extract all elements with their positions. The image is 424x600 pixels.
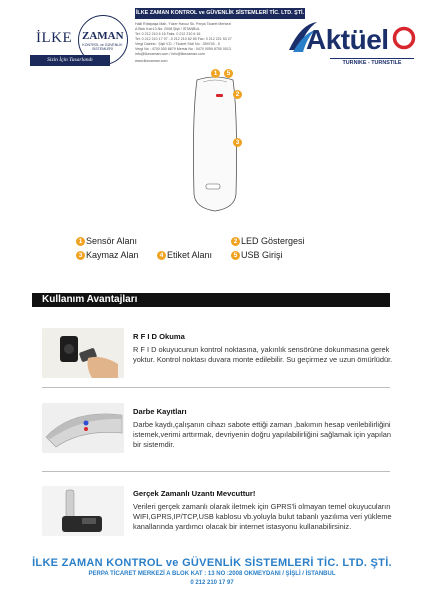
legend-label: Etiket Alanı (167, 250, 213, 260)
section-title: Kullanım Avantajları (32, 293, 390, 307)
footer-phone: 0 212 210 17 97 (190, 580, 234, 586)
legend-number: 2 (231, 237, 240, 246)
feature-title: Darbe Kayıtları (133, 407, 187, 416)
address-line: Vergi No : 4700 000 8679 Mersis No : 0470 0059 8750 0013 (135, 47, 231, 51)
legend-label: LED Göstergesi (241, 236, 305, 246)
legend-item (76, 236, 137, 246)
divider (42, 387, 390, 388)
feature-title: Gerçek Zamanlı Uzantı Mevcuttur! (133, 489, 256, 498)
address-line: info@ilkezaman.com / info@ilkezaman.com (135, 52, 205, 56)
legend-label: Kaymaz Alan (86, 250, 139, 260)
legend-item (231, 236, 305, 246)
website-line: www.ilkezaman.com (135, 59, 168, 63)
address-line: A Blok Kat:13 No: 2008 Şişli / İSTANBUL (135, 27, 201, 31)
legend-item (231, 250, 283, 260)
legend-item (76, 250, 139, 260)
aktuel-logo-text: Aktüel (306, 24, 389, 55)
divider (42, 471, 390, 472)
impact-photo (42, 403, 124, 453)
rfid-photo (42, 328, 124, 378)
legend-number: 5 (231, 251, 240, 260)
footer-address: PERPA TİCARET MERKEZİ A BLOK KAT : 13 NO :2008 OKMEYDANI / ŞİŞLİ / İSTANBUL (88, 571, 336, 577)
aktuel-subtitle: TURNIKE - TURNSTILE (330, 58, 414, 68)
legend-number: 1 (76, 237, 85, 246)
callout-1: 1 (211, 69, 220, 78)
callout-2: 2 (233, 90, 242, 99)
callout-3: 3 (233, 138, 242, 147)
logo-zaman-text: ZAMAN (82, 30, 124, 42)
address-line: Vergi Dairesi : Şişli V.D. / Ticaret Sicil No : 359745 - 5 (135, 42, 220, 46)
legend-item (157, 250, 212, 260)
address-line: Tel: 0 212 210 17 97 - 0 212 210 82 80 Fax: 0 212 221 53 27 (135, 37, 232, 41)
led-indicator (216, 94, 223, 97)
feature-text: Verileri gerçek zamanlı olarak iletmek için GPRS'li olmayan temel okuyucuların WIFI,GPRS,IP/TCP,USB kablosu vb.yoluyla bulut tabanlı yazılıma veri yükleme kanallarında yardımcı olacak bir internet istasyonu kullanabilirsiniz. (133, 502, 392, 531)
device-illustration (191, 76, 239, 214)
feature-title: R F I D Okuma (133, 332, 185, 341)
footer-company: İLKE ZAMAN KONTROL ve GÜVENLİK SİSTEMLERİ TİC. LTD. ŞTİ. (32, 557, 392, 569)
station-photo (42, 486, 124, 536)
legend-number: 3 (76, 251, 85, 260)
logo-ilke-text: İLKE (36, 30, 73, 46)
aktuel-ring-icon (392, 26, 416, 50)
logo-subtitle: KONTROL ve GÜVENLİK SİSTEMLERİ (82, 43, 123, 51)
legend-label: Sensör Alanı (86, 236, 138, 246)
legend-number: 4 (157, 251, 166, 260)
legend-label: USB Girişi (241, 250, 283, 260)
usb-port (206, 184, 220, 189)
address-line: Tel: 0 212 210 6 16 Faks: 0 212 210 6 16 (135, 32, 201, 36)
callout-5: 5 (224, 69, 233, 78)
feature-text: R F I D okuyucunun kontrol noktasına, yakınlık sensörüne dokunmasına gerek yoktur. Kontrol noktası duvara monte edilebilir. Su geçirmez ve uzun ömürlüdür. (133, 345, 393, 364)
feature-text: Darbe kaydı,çalışanın cihazı sabote ettiği zaman ,bakımın hesap verilebilirliğini istemek,verimi arttırmak, devriyenin doğru yapılabilirliğini sağlamak için yapılan bir sistemdir. (133, 420, 391, 449)
address-line: Halil Rıfatpaşa Mah. Yüzer Havuz Sk. Perpa Ticaret Merkezi (135, 22, 232, 26)
logo-slogan: Sizin İçin Tasarlandı (30, 55, 110, 66)
company-bar: İLKE ZAMAN KONTROL ve GÜVENLİK SİSTEMLERİ TİC. LTD. ŞTİ. (135, 8, 305, 19)
